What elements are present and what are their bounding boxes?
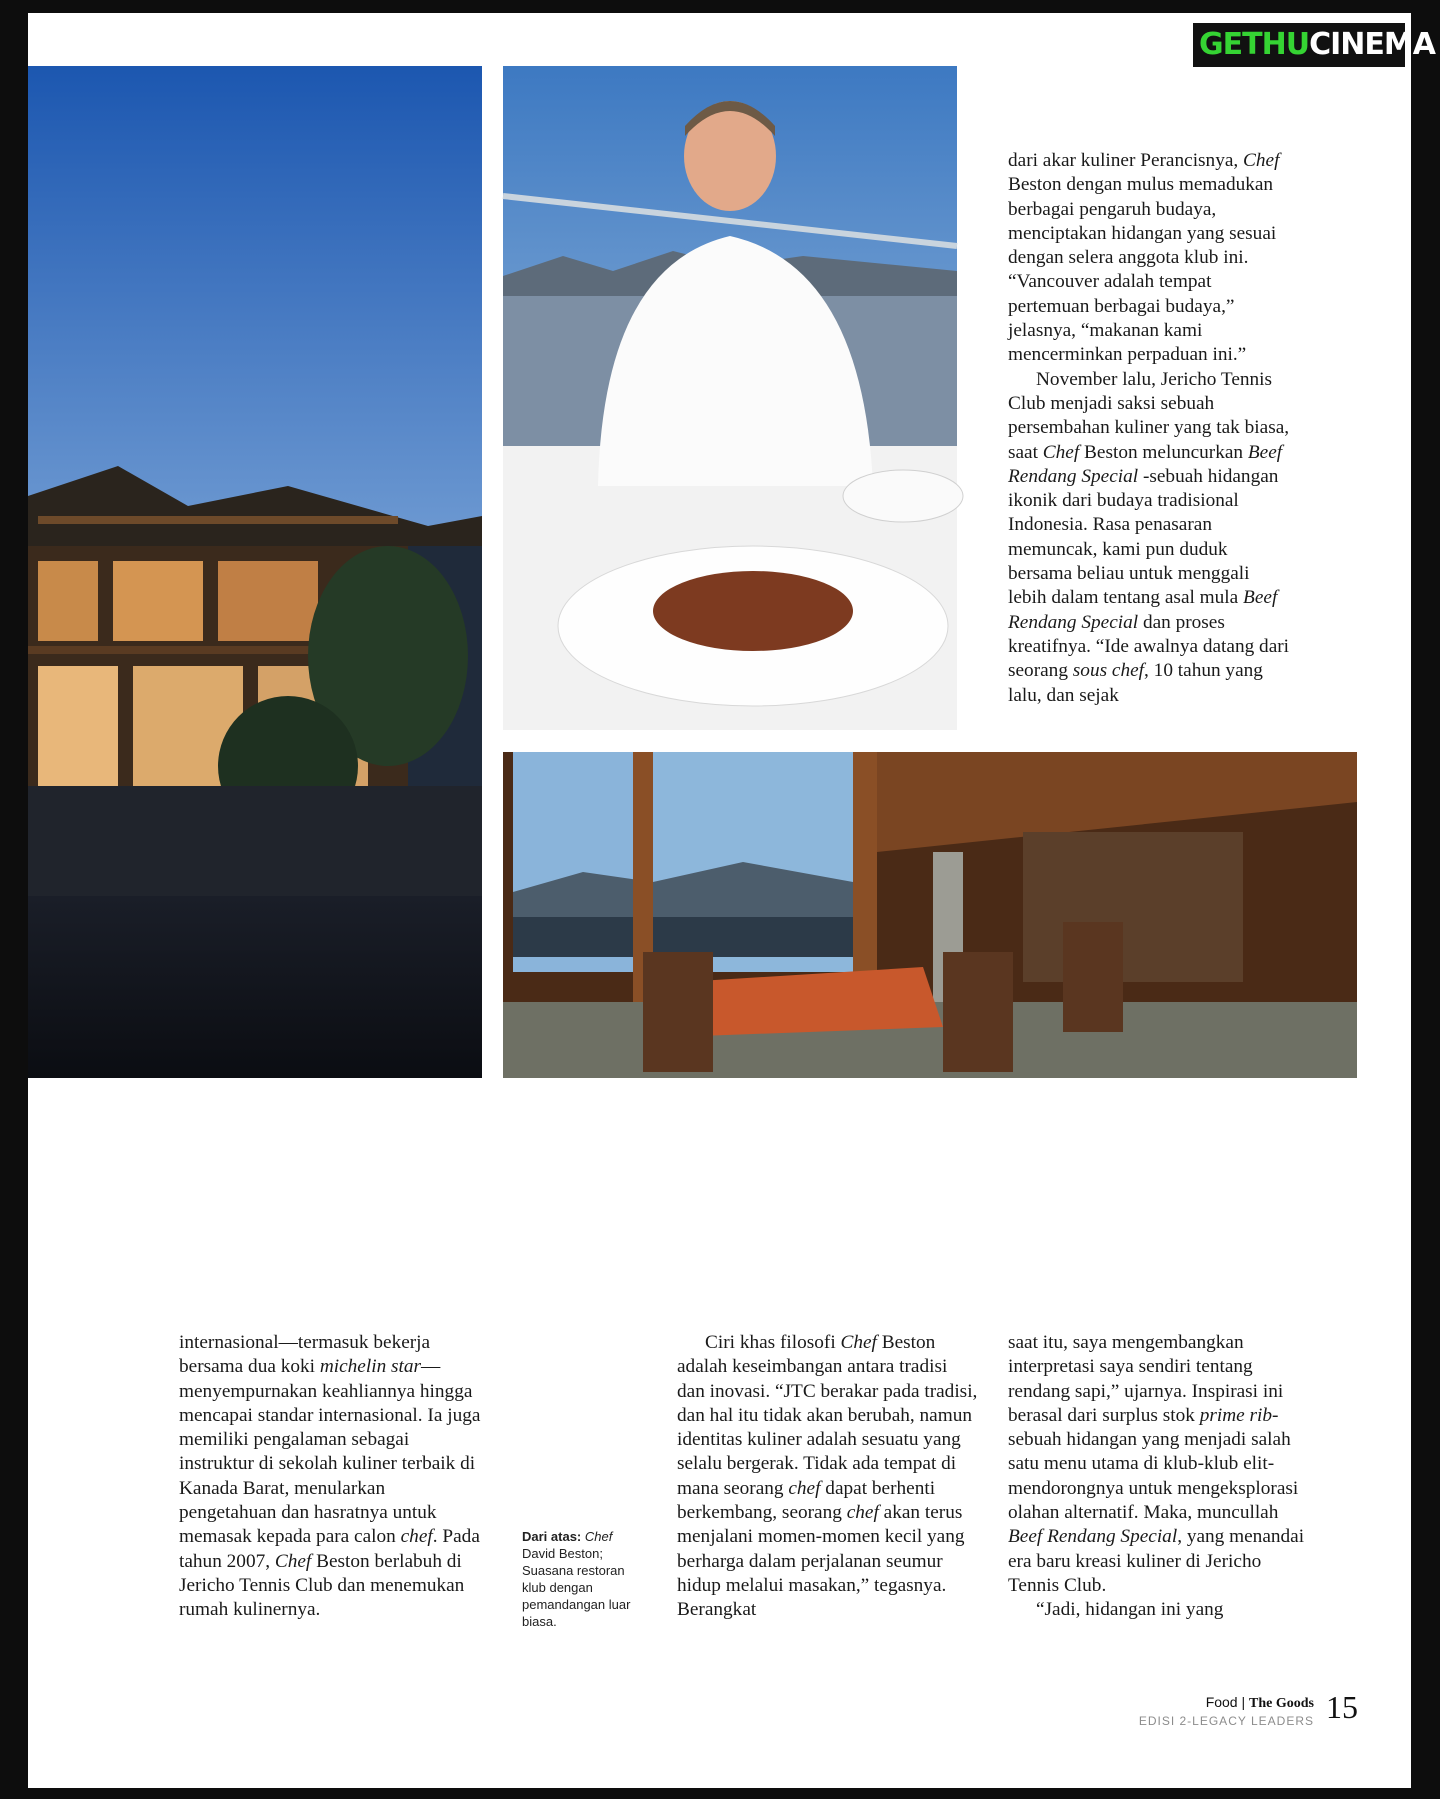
caption-lead-italic: Chef <box>584 1529 613 1544</box>
italic-run: prime rib <box>1199 1404 1273 1426</box>
magazine-page <box>28 13 1435 1788</box>
page-footer <box>1139 1694 1314 1728</box>
italic-run: sous chef <box>1072 660 1145 682</box>
paragraph: Ciri khas filosofi Chef Beston adalah keseimbangan antara tradisi dan inovasi. “JTC berakar pada tradisi, dan hal itu tidak akan berubah, namun identitas kuliner adalah sesuatu yang selalu bergerak. Tidak ada tempat di mana seorang chef dapat berhenti berkembang, seorang chef akan terus menjalani momen-momen kecil yang berharga dalam perjalanan seumur hidup melalui masakan,” tegasnya. Berangkat <box>677 1332 978 1621</box>
logo-part-2: CINEMA <box>1309 27 1435 62</box>
italic-run: Chef <box>274 1550 312 1572</box>
page-number: 15 <box>1326 1689 1358 1725</box>
italic-run: Chef <box>840 1332 877 1353</box>
text-column-3 <box>677 1331 979 1623</box>
text-column-4 <box>1008 1331 1313 1623</box>
italic-run: chef <box>400 1526 433 1548</box>
footer-edition: EDISI 2-LEGACY LEADERS <box>1138 1714 1314 1728</box>
paragraph: internasional—termasuk bekerja bersama dua koki michelin star—menyempurnakan keahliannya hingga mencapai standar internasional. Ia juga memiliki pengalaman sebagai instruktur di sekolah kuliner terbaik di Kanada Barat, menularkan pengetahuan dan hasratnya untuk memasak kepada para calon chef. Pada tahun 2007, Chef Beston berlabuh di Jericho Tennis Club dan menemukan rumah kulinernya. <box>179 1332 481 1621</box>
photo-chef-beston <box>503 66 957 730</box>
text-column-1 <box>179 1331 481 1623</box>
italic-run: michelin star <box>319 1356 422 1378</box>
photo-restaurant-interior <box>503 752 1357 1078</box>
photo-caption <box>522 1528 642 1630</box>
paragraph: saat itu, saya mengembangkan interpretasi saya sendiri tentang rendang sapi,” ujarnya. Inspirasi ini berasal dari surplus stok prime rib-sebuah hidangan yang menjadi salah satu menu utama di klub-klub elit-mendorongnya untuk mengeksplorasi olahan alternatif. Maka, muncullah Beef Rendang Special, yang menandai era baru kreasi kuliner di Jericho Tennis Club. <box>1008 1332 1305 1596</box>
italic-run: chef <box>846 1502 879 1524</box>
italic-run: Chef <box>1243 150 1280 171</box>
photo-clubhouse-exterior <box>28 66 482 1078</box>
text-column-top-right <box>1008 149 1290 708</box>
italic-run: Beef Rendang Special <box>1008 441 1283 487</box>
italic-run: chef <box>788 1477 821 1499</box>
paragraph: November lalu, Jericho Tennis Club menjadi saksi sebuah persembahan kuliner yang tak biasa, saat Chef Beston meluncurkan Beef Rendang Special -sebuah hidangan ikonik dari budaya tradisional Indonesia. Rasa penasaran memuncak, kami pun duduk bersama beliau untuk menggali lebih dalam tentang asal mula Beef Rendang Special dan proses kreatifnya. “Ide awalnya datang dari seorang sous chef, 10 tahun yang lalu, dan sejak <box>1008 368 1290 706</box>
footer-section: Food <box>1205 1694 1238 1710</box>
caption-lead: Dari atas: <box>522 1529 582 1544</box>
footer-publication: The Goods <box>1249 1696 1314 1711</box>
logo-part-1: GETHU <box>1199 27 1310 62</box>
watermark-logo <box>1193 23 1435 67</box>
caption-body: David Beston; Suasana restoran klub dengan pemandangan luar biasa. <box>522 1546 631 1629</box>
italic-run: Chef <box>1042 441 1080 463</box>
italic-run: Beef Rendang Special <box>1008 587 1278 633</box>
paragraph: dari akar kuliner Perancisnya, Chef Beston dengan mulus memadukan berbagai pengaruh budaya, menciptakan hidangan yang sesuai dengan selera anggota klub ini. “Vancouver adalah tempat pertemuan berbagai budaya,” jelasnya, “makanan kami mencerminkan perpaduan ini.” <box>1008 150 1280 366</box>
paragraph: “Jadi, hidangan ini yang <box>1036 1599 1224 1621</box>
italic-run: Beef Rendang Special <box>1008 1526 1178 1548</box>
footer-separator: | <box>1241 1694 1246 1710</box>
